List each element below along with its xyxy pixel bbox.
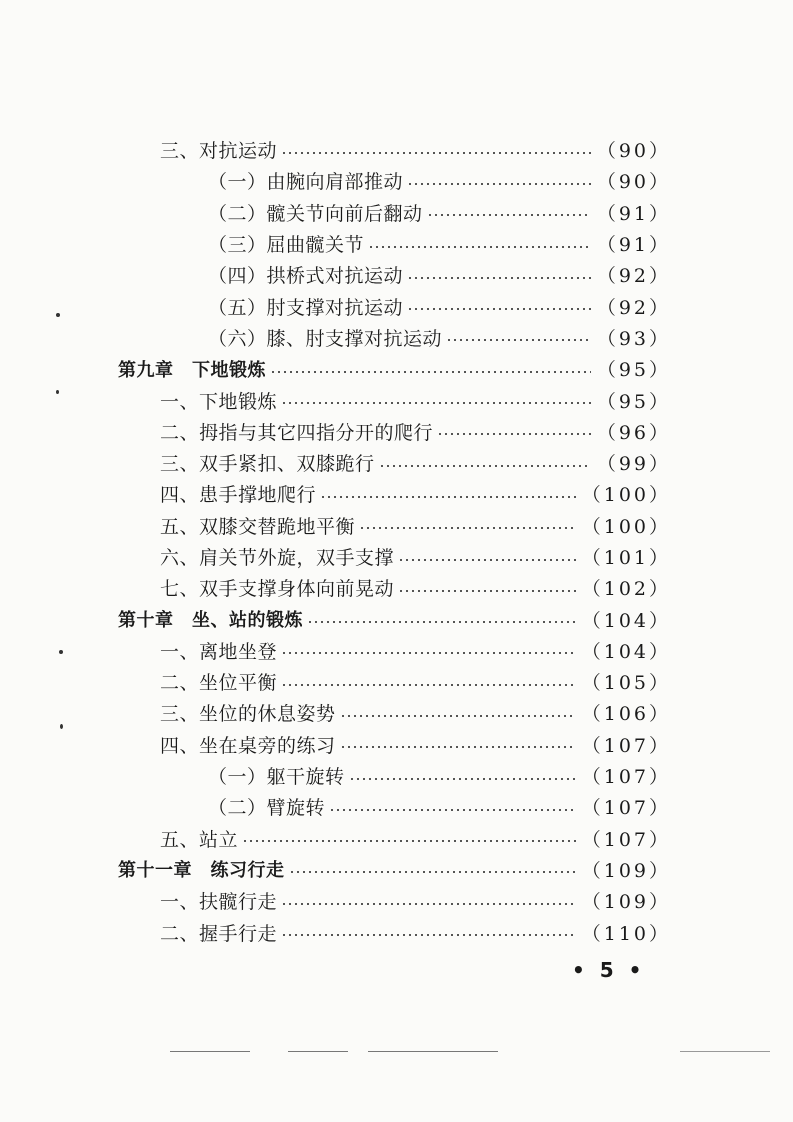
toc-entry <box>0 416 793 447</box>
chapter-entry <box>0 854 793 885</box>
dot-leader <box>281 652 576 654</box>
dot-leader <box>307 621 576 623</box>
entry-page-number: （92） <box>596 296 671 319</box>
toc-entry <box>0 572 793 603</box>
toc-entry <box>0 885 793 916</box>
entry-title: 五、双膝交替跪地平衡 <box>160 515 356 538</box>
dot-leader <box>320 496 576 498</box>
dot-leader <box>407 183 591 185</box>
dot-leader <box>398 559 576 561</box>
toc-entry <box>0 541 793 572</box>
scan-line <box>368 1051 498 1052</box>
dot-leader <box>359 527 576 529</box>
toc-entry <box>0 760 793 791</box>
entry-page-number: （91） <box>596 234 671 257</box>
toc-entry <box>0 447 793 478</box>
entry-title: （一）躯干旋转 <box>208 766 345 789</box>
entry-title: 第九章 下地锻炼 <box>118 359 266 381</box>
entry-title: 一、扶髋行走 <box>160 891 278 914</box>
entry-page-number: （100） <box>581 515 671 538</box>
entry-title: 五、站立 <box>160 828 239 851</box>
toc-entry <box>0 697 793 728</box>
dot-leader <box>270 371 591 373</box>
entry-title: 第十章 坐、站的锻炼 <box>118 610 303 632</box>
toc-entry <box>0 791 793 822</box>
entry-title: 六、肩关节外旋，双手支撑 <box>160 547 395 569</box>
entry-page-number: （106） <box>581 703 671 726</box>
entry-page-number: （96） <box>596 421 671 444</box>
toc-entry <box>0 322 793 353</box>
toc-entry <box>0 259 793 290</box>
entry-title: 第十一章 练习行走 <box>118 860 285 882</box>
entry-page-number: （104） <box>581 640 671 663</box>
scan-speck <box>56 313 60 317</box>
entry-title: （五）肘支撑对抗运动 <box>208 296 404 319</box>
dot-leader <box>281 402 591 404</box>
entry-page-number: （93） <box>596 327 671 350</box>
toc-entry <box>0 478 793 509</box>
entry-title: 一、下地锻炼 <box>160 390 278 413</box>
dot-leader <box>427 214 591 216</box>
entry-page-number: （105） <box>581 672 671 695</box>
entry-title: （二）髋关节向前后翻动 <box>208 202 423 225</box>
toc-entry <box>0 197 793 228</box>
entry-title: 二、拇指与其它四指分开的爬行 <box>160 421 434 444</box>
toc-entry <box>0 134 793 165</box>
dot-leader <box>407 308 591 310</box>
dot-leader <box>340 715 576 717</box>
toc-entry <box>0 666 793 697</box>
entry-page-number: （110） <box>581 922 671 945</box>
entry-title: 二、坐位平衡 <box>160 672 278 695</box>
dot-leader <box>368 246 591 248</box>
entry-title: 二、握手行走 <box>160 922 278 945</box>
dot-leader <box>281 152 591 154</box>
dot-leader <box>289 871 576 873</box>
entry-title: （二）臂旋转 <box>208 797 326 820</box>
scan-speck <box>59 650 63 654</box>
entry-page-number: （90） <box>596 140 671 163</box>
scan-speck <box>56 390 59 394</box>
scan-line <box>288 1051 348 1052</box>
entry-page-number: （104） <box>581 609 671 632</box>
entry-title: 三、双手紧扣、双膝跪行 <box>160 453 375 476</box>
dot-leader <box>281 934 576 936</box>
entry-page-number: （95） <box>596 390 671 413</box>
toc-entry <box>0 729 793 760</box>
entry-page-number: （107） <box>581 734 671 757</box>
entry-title: 四、坐在桌旁的练习 <box>160 734 336 757</box>
dot-leader <box>329 809 576 811</box>
dot-leader <box>281 684 576 686</box>
dot-leader <box>349 778 576 780</box>
toc-entry <box>0 228 793 259</box>
scan-line <box>680 1051 770 1052</box>
toc-entry <box>0 635 793 666</box>
dot-leader <box>437 433 591 435</box>
entry-page-number: （107） <box>581 766 671 789</box>
entry-page-number: （95） <box>596 359 671 382</box>
dot-leader <box>407 277 591 279</box>
toc-entry <box>0 165 793 196</box>
entry-title: 一、离地坐登 <box>160 640 278 663</box>
chapter-entry <box>0 603 793 634</box>
entry-page-number: （99） <box>596 453 671 476</box>
dot-leader <box>242 840 576 842</box>
entry-page-number: （91） <box>596 202 671 225</box>
dot-leader <box>281 903 576 905</box>
entry-title: 七、双手支撑身体向前晃动 <box>160 578 395 601</box>
entry-page-number: （100） <box>581 484 671 507</box>
entry-page-number: （107） <box>581 828 671 851</box>
entry-title: （四）拱桥式对抗运动 <box>208 265 404 288</box>
dot-leader <box>446 339 591 341</box>
scan-line <box>170 1051 250 1052</box>
entry-title: 四、患手撑地爬行 <box>160 484 317 507</box>
entry-page-number: （107） <box>581 797 671 820</box>
toc-entry <box>0 916 793 947</box>
toc-entry <box>0 510 793 541</box>
entry-title: 三、对抗运动 <box>160 140 278 163</box>
entry-page-number: （90） <box>596 171 671 194</box>
entry-page-number: （92） <box>596 265 671 288</box>
table-of-contents <box>0 134 793 948</box>
dot-leader <box>340 746 576 748</box>
dot-leader <box>398 590 576 592</box>
entry-title: （三）屈曲髋关节 <box>208 234 365 257</box>
entry-page-number: （109） <box>581 891 671 914</box>
page-number: • 5 • <box>572 958 646 982</box>
toc-entry <box>0 384 793 415</box>
toc-entry <box>0 823 793 854</box>
entry-title: 三、坐位的休息姿势 <box>160 703 336 726</box>
entry-title: （六）膝、肘支撑对抗运动 <box>208 327 443 350</box>
entry-page-number: （101） <box>581 547 671 569</box>
entry-title: （一）由腕向肩部推动 <box>208 171 404 194</box>
scan-speck <box>60 724 63 729</box>
entry-page-number: （109） <box>581 859 671 882</box>
toc-entry <box>0 290 793 321</box>
chapter-entry <box>0 353 793 384</box>
entry-page-number: （102） <box>581 578 671 601</box>
dot-leader <box>379 465 591 467</box>
